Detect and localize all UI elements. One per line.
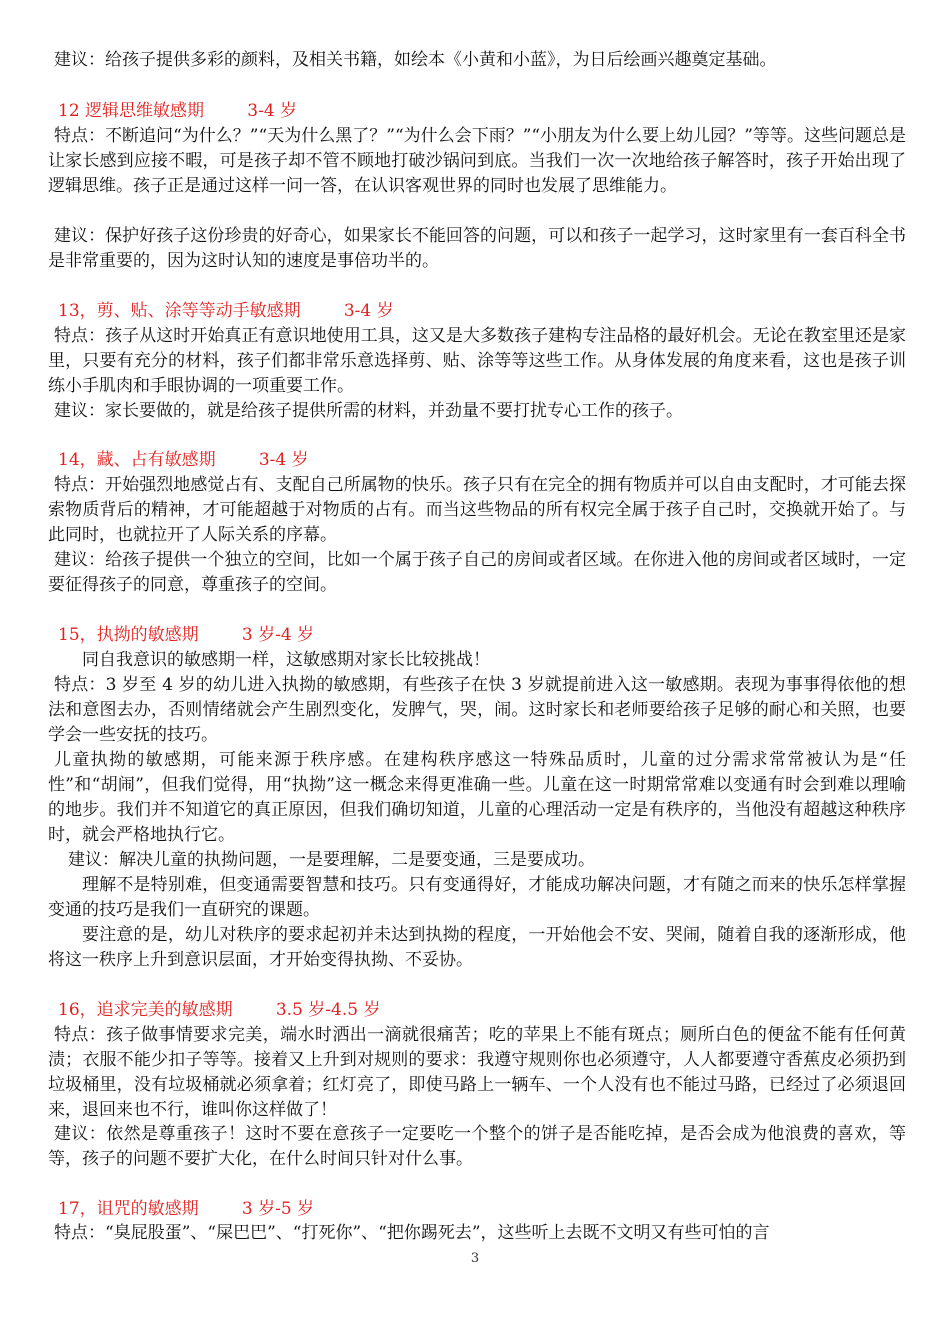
page-number: 3 (470, 1251, 480, 1266)
section-17-feature: 特点：“臭屁股蛋”、“屎巴巴”、“打死你”、“把你踢死去”，这些听上去既不文明又有些可怕的言 (54, 1223, 770, 1243)
section-13-advice: 建议：家长要做的，就是给孩子提供所需的材料，并劲量不要打扰专心工作的孩子。 (54, 401, 683, 421)
section-13-heading: 13，剪、贴、涂等等动手敏感期 3-4 岁 (58, 301, 394, 321)
intro-advice: 建议：给孩子提供多彩的颜料，及相关书籍，如绘本《小黄和小蓝》，为日后绘画兴趣奠定基础。 (54, 50, 777, 70)
section-14-advice: 建议：给孩子提供一个独立的空间，比如一个属于孩子自己的房间或者区域。在你进入他的房间或者区域时，一定要征得孩子的同意，尊重孩子的空间。 (48, 550, 906, 595)
section-16-feature: 特点：孩子做事情要求完美，端水时洒出一滴就很痛苦；吃的苹果上不能有斑点；厕所白色的便盆不能有任何黄渍；衣服不能少扣子等等。接着又上升到对规则的要求：我遵守规则你也必须遵守，人人都要遵守香蕉皮必须扔到垃圾桶里，没有垃圾桶就必须拿着；红灯亮了，即使马路上一辆车、一个人没有也不能过马路，已经过了必须退回来，退回来也不行，谁叫你这样做了！ (48, 1025, 906, 1120)
section-15-paragraph-3: 要注意的是，幼儿对秩序的要求起初并未达到执拗的程度，一开始他会不安、哭闹，随着自我的逐渐形成，他将这一秩序上升到意识层面，才开始变得执拗、不妥协。 (48, 925, 906, 970)
section-16-heading: 16，追求完美的敏感期 3.5 岁-4.5 岁 (58, 1000, 381, 1020)
section-12-feature: 特点：不断追问“为什么？”“天为什么黑了？”“为什么会下雨？”“小朋友为什么要上幼儿园？”等等。这些问题总是让家长感到应接不暇，可是孩子却不管不顾地打破沙锅问到底。当我们一次一次地给孩子解答时，孩子开始出现了逻辑思维。孩子正是通过这样一问一答，在认识客观世界的同时也发展了思维能力。 (48, 126, 906, 196)
section-15-paragraph-1: 儿童执拗的敏感期，可能来源于秩序感。在建构秩序感这一特殊品质时，儿童的过分需求常常被认为是“任性”和“胡闹”，但我们觉得，用“执拗”这一概念来得更准确一些。儿童在这一时期常常难以变通有时会到难以理喻的地步。我们并不知道它的真正原因，但我们确切知道，儿童的心理活动一定是有秩序的，当他没有超越这种秩序时，就会严格地执行它。 (48, 750, 906, 845)
section-17-heading: 17，诅咒的敏感期 3 岁-5 岁 (58, 1199, 315, 1219)
section-15-feature: 特点：3 岁至 4 岁的幼儿进入执拗的敏感期，有些孩子在快 3 岁就提前进入这一敏感期。表现为事事得依他的想法和意图去办，否则情绪就会产生剧烈变化，发脾气，哭，闹。这时家长和老师要给孩子足够的耐心和关照，也要学会一些安抚的技巧。 (48, 675, 906, 745)
section-15-paragraph-2: 理解不是特别难，但变通需要智慧和技巧。只有变通得好，才能成功解决问题，才有随之而来的快乐怎样掌握变通的技巧是我们一直研究的课题。 (48, 875, 906, 920)
section-14-feature: 特点：开始强烈地感觉占有、支配自己所属物的快乐。孩子只有在完全的拥有物质并可以自由支配时，才可能去探索物质背后的精神，才可能超越于对物质的占有。而当这些物品的所有权完全属于孩子自己时，交换就开始了。与此同时，也就拉开了人际关系的序幕。 (48, 475, 906, 545)
section-13-feature: 特点：孩子从这时开始真正有意识地使用工具，这又是大多数孩子建构专注品格的最好机会。无论在教室里还是家里，只要有充分的材料，孩子们都非常乐意选择剪、贴、涂等等这些工作。从身体发展的角度来看，这也是孩子训练小手肌肉和手眼协调的一项重要工作。 (48, 326, 906, 396)
section-12-advice: 建议：保护好孩子这份珍贵的好奇心，如果家长不能回答的问题，可以和孩子一起学习，这时家里有一套百科全书是非常重要的，因为这时认知的速度是事倍功半的。 (48, 226, 906, 271)
section-14-heading: 14，藏、占有敏感期 3-4 岁 (58, 450, 309, 470)
section-15-intro: 同自我意识的敏感期一样，这敏感期对家长比较挑战！ (82, 650, 490, 670)
section-15-advice: 建议：解决儿童的执拗问题，一是要理解，二是要变通，三是要成功。 (68, 850, 595, 870)
section-15-heading: 15，执拗的敏感期 3 岁-4 岁 (58, 625, 315, 645)
section-12-heading: 12 逻辑思维敏感期 3-4 岁 (58, 101, 298, 121)
section-16-advice: 建议：依然是尊重孩子！这时不要在意孩子一定要吃一个整个的饼子是否能吃掉，是否会成为他浪费的喜欢，等等，孩子的问题不要扩大化，在什么时间只针对什么事。 (48, 1124, 906, 1169)
